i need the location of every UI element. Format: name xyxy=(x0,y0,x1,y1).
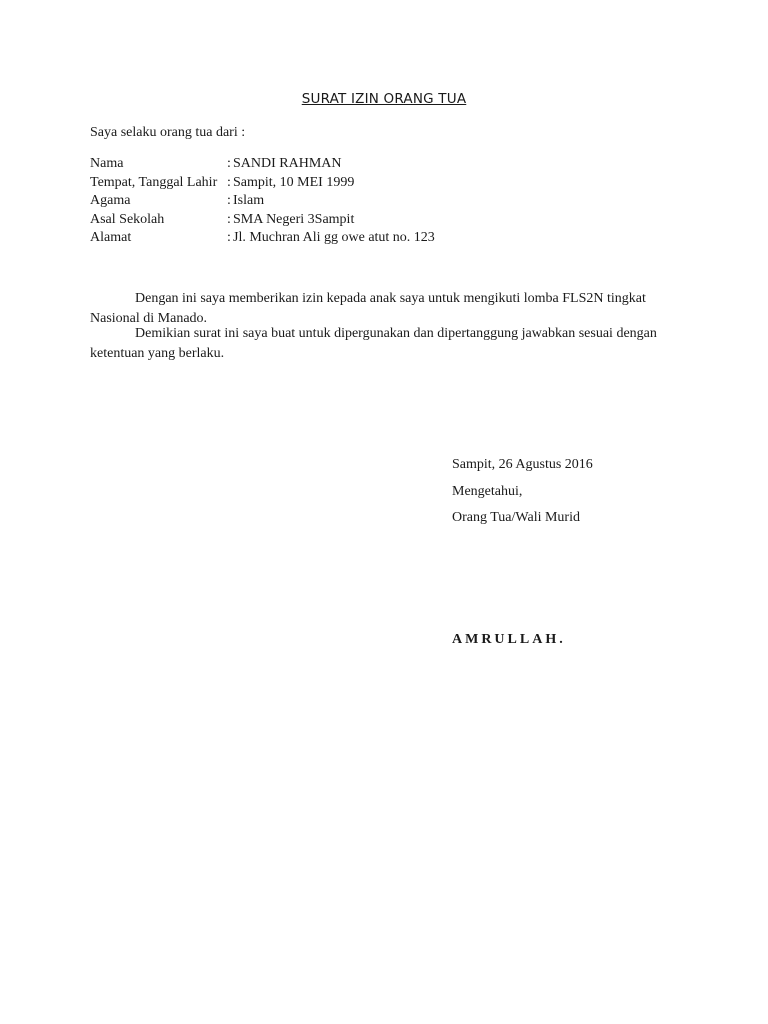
field-label: Nama xyxy=(90,156,124,171)
paragraph-text: Demikian surat ini saya buat untuk dipergunakan dan dipertanggung jawabkan sesuai dengan ketentuan yang berlaku. xyxy=(90,326,657,361)
field-value: SANDI RAHMAN xyxy=(233,156,342,171)
signature-acknowledged: Mengetahui, xyxy=(452,484,523,499)
field-value: Sampit, 10 MEI 1999 xyxy=(233,174,355,190)
letter-title: SURAT IZIN ORANG TUA xyxy=(301,91,467,107)
field-value: Islam xyxy=(233,193,265,209)
field-value: Jl. Muchran Ali gg owe atut no. 123 xyxy=(233,230,435,246)
field-separator: : xyxy=(227,230,231,246)
field-row-name xyxy=(90,155,435,174)
field-label: Alamat xyxy=(90,230,132,246)
intro-text: Saya selaku orang tua dari : xyxy=(90,125,246,140)
field-row-religion xyxy=(90,192,435,211)
permission-paragraph xyxy=(90,289,670,328)
field-label: Asal Sekolah xyxy=(90,211,165,227)
field-row-address xyxy=(90,229,435,248)
field-separator: : xyxy=(227,156,231,171)
field-separator: : xyxy=(227,193,231,209)
field-separator: : xyxy=(227,174,231,190)
paragraph-text: Dengan ini saya memberikan izin kepada anak saya untuk mengikuti lomba FLS2N tingkat Nasional di Manado. xyxy=(90,291,646,326)
signature-role: Orang Tua/Wali Murid xyxy=(452,510,580,525)
field-label: Agama xyxy=(90,193,131,209)
field-row-school xyxy=(90,211,435,230)
field-separator: : xyxy=(227,211,231,227)
student-info xyxy=(90,155,435,248)
field-value: SMA Negeri 3Sampit xyxy=(233,211,355,227)
signature-place-date: Sampit, 26 Agustus 2016 xyxy=(452,457,593,472)
closing-paragraph xyxy=(90,324,670,363)
field-row-birth xyxy=(90,174,435,193)
signatory-name: AMRULLAH. xyxy=(452,632,566,647)
field-label: Tempat, Tanggal Lahir xyxy=(90,174,218,190)
